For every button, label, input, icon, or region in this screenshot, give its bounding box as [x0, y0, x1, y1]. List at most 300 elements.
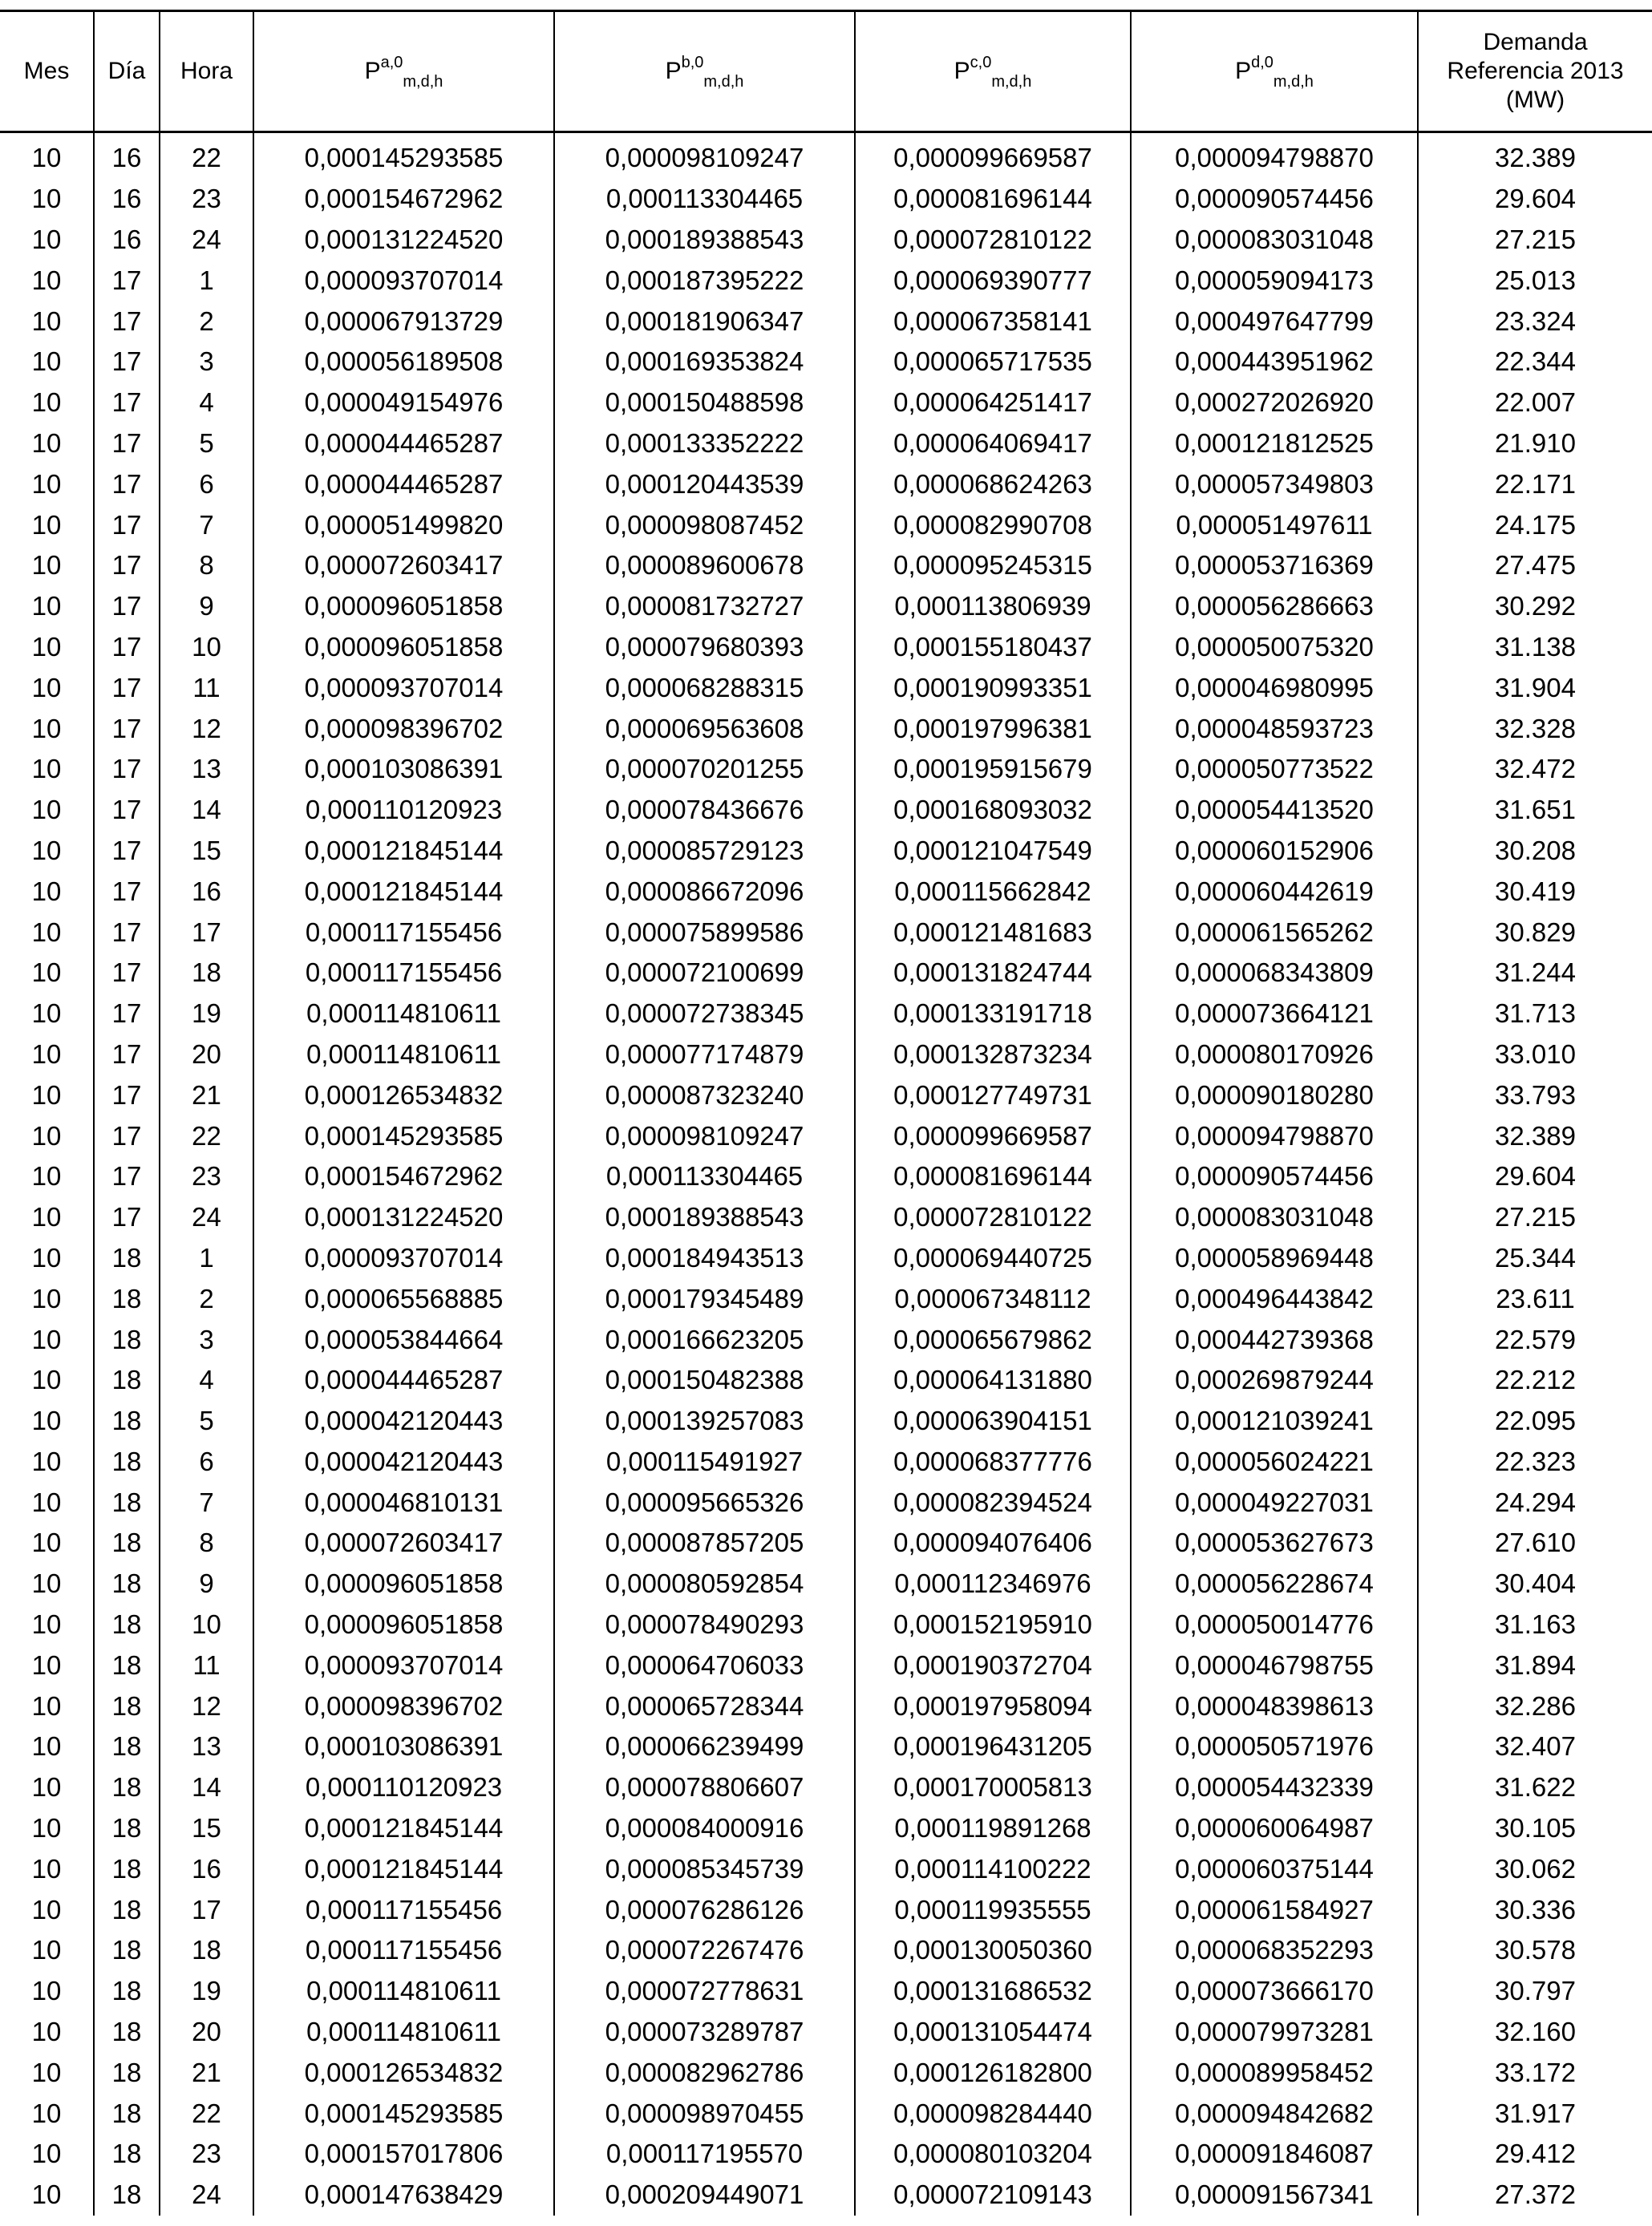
table-row: [0, 994, 1652, 1034]
cell-pa: 0,000117155456: [253, 953, 554, 994]
cell-demanda: 23.324: [1418, 301, 1652, 342]
cell-hora: 2: [160, 1278, 253, 1319]
cell-pa: 0,000110120923: [253, 790, 554, 831]
cell-demanda: 22.579: [1418, 1319, 1652, 1360]
cell-pb: 0,000184943513: [554, 1238, 855, 1279]
cell-demanda: 33.172: [1418, 2052, 1652, 2093]
cell-dia: 17: [94, 953, 160, 994]
cell-hora: 24: [160, 1197, 253, 1238]
cell-pc: 0,000155180437: [855, 627, 1131, 668]
header-pd: [1131, 11, 1418, 132]
cell-pb: 0,000117195570: [554, 2134, 855, 2175]
cell-mes: 10: [31, 1609, 62, 1640]
cell-mes: 10: [31, 387, 62, 418]
cell-pc: 0,000131686532: [855, 1971, 1131, 2012]
cell-hora: 15: [160, 831, 253, 872]
cell-hora: 6: [160, 463, 253, 504]
cell-pd: 0,000049227031: [1131, 1482, 1418, 1523]
cell-pd: 0,000061565262: [1131, 912, 1418, 953]
cell-pd: 0,000053716369: [1131, 545, 1418, 586]
cell-pc: 0,000132873234: [855, 1034, 1131, 1075]
table-row: [0, 1401, 1652, 1442]
cell-mes: 10: [31, 1976, 62, 2006]
cell-hora: 12: [160, 708, 253, 749]
cell-pd: 0,000094842682: [1131, 2093, 1418, 2134]
cell-dia: 18: [94, 1767, 160, 1808]
cell-hora: 23: [160, 1156, 253, 1197]
cell-pa: 0,000117155456: [253, 1930, 554, 1971]
cell-dia: 17: [94, 504, 160, 545]
cell-pd: 0,000051497611: [1131, 504, 1418, 545]
cell-demanda: 29.412: [1418, 2134, 1652, 2175]
cell-pa: 0,000147638429: [253, 2175, 554, 2216]
cell-demanda: 25.013: [1418, 260, 1652, 301]
table-row: [0, 463, 1652, 504]
cell-pa: 0,000121845144: [253, 871, 554, 912]
cell-hora: 5: [160, 1401, 253, 1442]
cell-pc: 0,000068624263: [855, 463, 1131, 504]
cell-pc: 0,000130050360: [855, 1930, 1131, 1971]
cell-pc: 0,000067348112: [855, 1278, 1131, 1319]
table-row: [0, 1278, 1652, 1319]
table-row: [0, 1034, 1652, 1075]
cell-hora: 19: [160, 1971, 253, 2012]
header-pa: [253, 11, 554, 132]
cell-hora: 13: [160, 749, 253, 790]
cell-mes: 10: [31, 835, 62, 865]
data-table: [0, 10, 1652, 2216]
table-row: [0, 1889, 1652, 1930]
cell-demanda: 31.163: [1418, 1605, 1652, 1645]
cell-pc: 0,000095245315: [855, 545, 1131, 586]
cell-demanda: 29.604: [1418, 1156, 1652, 1197]
table-row: [0, 132, 1652, 179]
cell-pd: 0,000060064987: [1131, 1808, 1418, 1849]
cell-pa: 0,000096051858: [253, 1564, 554, 1605]
cell-demanda: 31.244: [1418, 953, 1652, 994]
cell-dia: 17: [94, 871, 160, 912]
cell-pd: 0,000050075320: [1131, 627, 1418, 668]
cell-pb: 0,000077174879: [554, 1034, 855, 1075]
cell-demanda: 30.797: [1418, 1971, 1652, 2012]
cell-pa: 0,000110120923: [253, 1767, 554, 1808]
cell-pa: 0,000157017806: [253, 2134, 554, 2175]
cell-demanda: 33.793: [1418, 1075, 1652, 1115]
cell-hora: 3: [160, 342, 253, 382]
cell-pb: 0,000086672096: [554, 871, 855, 912]
cell-pa: 0,000131224520: [253, 1197, 554, 1238]
cell-mes: 10: [31, 1161, 62, 1192]
cell-hora: 20: [160, 2012, 253, 2053]
cell-hora: 21: [160, 2052, 253, 2093]
cell-dia: 17: [94, 1156, 160, 1197]
cell-dia: 17: [94, 749, 160, 790]
cell-pa: 0,000126534832: [253, 2052, 554, 2093]
cell-pd: 0,000073666170: [1131, 1971, 1418, 2012]
table-body: [0, 132, 1652, 2216]
cell-demanda: 32.389: [1418, 1115, 1652, 1156]
cell-hora: 22: [160, 1115, 253, 1156]
table-row: [0, 1523, 1652, 1564]
cell-pd: 0,000079973281: [1131, 2012, 1418, 2053]
cell-hora: 23: [160, 179, 253, 220]
cell-demanda: 22.095: [1418, 1401, 1652, 1442]
cell-pd: 0,000046798755: [1131, 1645, 1418, 1686]
cell-hora: 10: [160, 1605, 253, 1645]
cell-pa: 0,000121845144: [253, 1848, 554, 1889]
cell-hora: 1: [160, 1238, 253, 1279]
cell-pb: 0,000075899586: [554, 912, 855, 953]
cell-pa: 0,000065568885: [253, 1278, 554, 1319]
cell-mes: 10: [31, 591, 62, 621]
header-pa-base: P: [364, 58, 381, 84]
cell-mes: 10: [31, 1487, 62, 1517]
cell-hora: 7: [160, 1482, 253, 1523]
table-row: [0, 1156, 1652, 1197]
cell-hora: 8: [160, 545, 253, 586]
cell-dia: 18: [94, 1238, 160, 1279]
cell-dia: 18: [94, 1523, 160, 1564]
cell-pd: 0,000269879244: [1131, 1360, 1418, 1401]
cell-pd: 0,000090180280: [1131, 1075, 1418, 1115]
header-pb-base: P: [665, 58, 682, 84]
cell-pc: 0,000064069417: [855, 423, 1131, 464]
table-row: [0, 953, 1652, 994]
cell-pd: 0,000048398613: [1131, 1686, 1418, 1726]
cell-dia: 17: [94, 1115, 160, 1156]
table-row: [0, 667, 1652, 708]
cell-pc: 0,000098284440: [855, 2093, 1131, 2134]
table-row: [0, 301, 1652, 342]
cell-mes: 10: [31, 1038, 62, 1069]
header-pd-base: P: [1235, 58, 1252, 84]
cell-mes: 10: [31, 265, 62, 295]
cell-pb: 0,000073289787: [554, 2012, 855, 2053]
cell-mes: 10: [31, 143, 62, 173]
cell-demanda: 31.904: [1418, 667, 1652, 708]
cell-pb: 0,000150488598: [554, 382, 855, 423]
cell-pc: 0,000065679862: [855, 1319, 1131, 1360]
cell-pc: 0,000119935555: [855, 1889, 1131, 1930]
table-row: [0, 2175, 1652, 2216]
table-row: [0, 627, 1652, 668]
cell-hora: 4: [160, 1360, 253, 1401]
header-pb: [554, 11, 855, 132]
cell-pc: 0,000195915679: [855, 749, 1131, 790]
cell-pa: 0,000042120443: [253, 1401, 554, 1442]
cell-pc: 0,000082394524: [855, 1482, 1131, 1523]
cell-demanda: 23.611: [1418, 1278, 1652, 1319]
cell-pa: 0,000096051858: [253, 586, 554, 627]
cell-hora: 10: [160, 627, 253, 668]
cell-pb: 0,000078490293: [554, 1605, 855, 1645]
cell-mes: 10: [31, 306, 62, 336]
cell-demanda: 31.713: [1418, 994, 1652, 1034]
cell-pc: 0,000069440725: [855, 1238, 1131, 1279]
cell-pc: 0,000072810122: [855, 1197, 1131, 1238]
cell-pd: 0,000496443842: [1131, 1278, 1418, 1319]
cell-pc: 0,000099669587: [855, 1115, 1131, 1156]
cell-dia: 17: [94, 708, 160, 749]
cell-dia: 18: [94, 1848, 160, 1889]
cell-hora: 3: [160, 1319, 253, 1360]
cell-hora: 23: [160, 2134, 253, 2175]
cell-mes: 10: [31, 224, 62, 254]
cell-pb: 0,000066239499: [554, 1726, 855, 1767]
cell-pc: 0,000115662842: [855, 871, 1131, 912]
cell-pa: 0,000049154976: [253, 382, 554, 423]
table-row: [0, 1930, 1652, 1971]
header-mes: Mes: [0, 11, 94, 132]
cell-hora: 2: [160, 301, 253, 342]
cell-pb: 0,000209449071: [554, 2175, 855, 2216]
cell-pd: 0,000090574456: [1131, 179, 1418, 220]
cell-mes: 10: [31, 1202, 62, 1232]
cell-pb: 0,000064706033: [554, 1645, 855, 1686]
cell-dia: 17: [94, 994, 160, 1034]
cell-mes: 10: [31, 1813, 62, 1844]
cell-pa: 0,000072603417: [253, 1523, 554, 1564]
header-pb-sub: m,d,h: [703, 73, 744, 91]
cell-hora: 14: [160, 1767, 253, 1808]
table-row: [0, 2012, 1652, 2053]
cell-demanda: 31.894: [1418, 1645, 1652, 1686]
table-row: [0, 1726, 1652, 1767]
cell-hora: 15: [160, 1808, 253, 1849]
cell-pd: 0,000056024221: [1131, 1442, 1418, 1483]
table-row: [0, 1605, 1652, 1645]
cell-mes: 10: [31, 1649, 62, 1680]
cell-demanda: 32.328: [1418, 708, 1652, 749]
cell-demanda: 32.407: [1418, 1726, 1652, 1767]
cell-mes: 10: [31, 184, 62, 214]
cell-hora: 24: [160, 2175, 253, 2216]
header-pc: [855, 11, 1131, 132]
cell-demanda: 27.372: [1418, 2175, 1652, 2216]
cell-mes: 10: [31, 1528, 62, 1558]
cell-demanda: 29.604: [1418, 179, 1652, 220]
cell-pb: 0,000098087452: [554, 504, 855, 545]
cell-mes: 10: [31, 1731, 62, 1762]
cell-demanda: 21.910: [1418, 423, 1652, 464]
cell-pc: 0,000127749731: [855, 1075, 1131, 1115]
table-row: [0, 220, 1652, 261]
table-row: [0, 1360, 1652, 1401]
cell-pa: 0,000121845144: [253, 831, 554, 872]
cell-pc: 0,000069390777: [855, 260, 1131, 301]
cell-hora: 12: [160, 1686, 253, 1726]
cell-dia: 18: [94, 2175, 160, 2216]
table-row: [0, 1115, 1652, 1156]
cell-pd: 0,000053627673: [1131, 1523, 1418, 1564]
cell-pa: 0,000072603417: [253, 545, 554, 586]
cell-pc: 0,000067358141: [855, 301, 1131, 342]
cell-pb: 0,000082962786: [554, 2052, 855, 2093]
cell-mes: 10: [31, 1324, 62, 1354]
cell-pc: 0,000121047549: [855, 831, 1131, 872]
cell-demanda: 27.610: [1418, 1523, 1652, 1564]
cell-demanda: 22.344: [1418, 342, 1652, 382]
cell-hora: 21: [160, 1075, 253, 1115]
cell-pb: 0,000098970455: [554, 2093, 855, 2134]
cell-demanda: 24.294: [1418, 1482, 1652, 1523]
header-pa-sup: a,0: [380, 54, 403, 71]
cell-hora: 9: [160, 1564, 253, 1605]
cell-hora: 18: [160, 953, 253, 994]
cell-pa: 0,000103086391: [253, 1726, 554, 1767]
table-header-row: [0, 11, 1652, 132]
cell-demanda: 31.651: [1418, 790, 1652, 831]
cell-demanda: 27.215: [1418, 1197, 1652, 1238]
cell-pb: 0,000072267476: [554, 1930, 855, 1971]
cell-pd: 0,000060152906: [1131, 831, 1418, 872]
table-row: [0, 1645, 1652, 1686]
header-demanda-line2: Referencia 2013: [1447, 58, 1624, 84]
cell-pd: 0,000083031048: [1131, 1197, 1418, 1238]
cell-dia: 18: [94, 1482, 160, 1523]
table-row: [0, 545, 1652, 586]
cell-mes: 10: [31, 672, 62, 702]
cell-mes: 10: [31, 2179, 62, 2210]
cell-pd: 0,000121812525: [1131, 423, 1418, 464]
cell-pc: 0,000112346976: [855, 1564, 1131, 1605]
cell-pb: 0,000169353824: [554, 342, 855, 382]
header-demanda-line1: Demanda: [1483, 29, 1588, 55]
cell-pd: 0,000060375144: [1131, 1848, 1418, 1889]
cell-hora: 24: [160, 220, 253, 261]
cell-dia: 18: [94, 1889, 160, 1930]
cell-pc: 0,000190372704: [855, 1645, 1131, 1686]
cell-mes: 10: [31, 1120, 62, 1151]
cell-dia: 16: [94, 179, 160, 220]
table-row: [0, 749, 1652, 790]
table-row: [0, 708, 1652, 749]
header-pc-base: P: [954, 58, 970, 84]
cell-dia: 18: [94, 1808, 160, 1849]
cell-mes: 10: [31, 550, 62, 581]
cell-hora: 8: [160, 1523, 253, 1564]
cell-pd: 0,000442739368: [1131, 1319, 1418, 1360]
cell-pd: 0,000054432339: [1131, 1767, 1418, 1808]
table-row: [0, 1767, 1652, 1808]
cell-pb: 0,000139257083: [554, 1401, 855, 1442]
cell-demanda: 22.323: [1418, 1442, 1652, 1483]
cell-dia: 17: [94, 301, 160, 342]
table-row: [0, 1238, 1652, 1279]
table-row: [0, 831, 1652, 872]
cell-demanda: 33.010: [1418, 1034, 1652, 1075]
cell-pa: 0,000093707014: [253, 667, 554, 708]
cell-pd: 0,000059094173: [1131, 260, 1418, 301]
header-pb-sup: b,0: [681, 54, 704, 71]
cell-mes: 10: [31, 1365, 62, 1395]
cell-pd: 0,000056228674: [1131, 1564, 1418, 1605]
cell-pd: 0,000094798870: [1131, 132, 1418, 179]
header-hora: Hora: [160, 11, 253, 132]
cell-pb: 0,000084000916: [554, 1808, 855, 1849]
table-row: [0, 1482, 1652, 1523]
cell-demanda: 22.007: [1418, 382, 1652, 423]
cell-pc: 0,000152195910: [855, 1605, 1131, 1645]
cell-pa: 0,000145293585: [253, 132, 554, 179]
cell-dia: 17: [94, 463, 160, 504]
cell-pb: 0,000072738345: [554, 994, 855, 1034]
cell-pd: 0,000091567341: [1131, 2175, 1418, 2216]
cell-pb: 0,000085729123: [554, 831, 855, 872]
cell-pa: 0,000103086391: [253, 749, 554, 790]
cell-hora: 5: [160, 423, 253, 464]
cell-pc: 0,000064131880: [855, 1360, 1131, 1401]
cell-mes: 10: [31, 754, 62, 784]
cell-pb: 0,000072778631: [554, 1971, 855, 2012]
cell-hora: 20: [160, 1034, 253, 1075]
table-row: [0, 2093, 1652, 2134]
cell-mes: 10: [31, 998, 62, 1029]
cell-pa: 0,000121845144: [253, 1808, 554, 1849]
cell-dia: 18: [94, 2012, 160, 2053]
cell-mes: 10: [31, 713, 62, 743]
cell-pb: 0,000166623205: [554, 1319, 855, 1360]
cell-pd: 0,000073664121: [1131, 994, 1418, 1034]
cell-pa: 0,000044465287: [253, 1360, 554, 1401]
cell-pa: 0,000098396702: [253, 1686, 554, 1726]
cell-hora: 11: [160, 1645, 253, 1686]
cell-hora: 17: [160, 1889, 253, 1930]
cell-mes: 10: [31, 631, 62, 662]
table-row: [0, 260, 1652, 301]
cell-pd: 0,000060442619: [1131, 871, 1418, 912]
cell-pb: 0,000179345489: [554, 1278, 855, 1319]
cell-pb: 0,000095665326: [554, 1482, 855, 1523]
cell-pb: 0,000070201255: [554, 749, 855, 790]
cell-dia: 18: [94, 1686, 160, 1726]
cell-pc: 0,000099669587: [855, 132, 1131, 179]
cell-hora: 22: [160, 2093, 253, 2134]
cell-dia: 17: [94, 831, 160, 872]
cell-dia: 17: [94, 423, 160, 464]
cell-pb: 0,000187395222: [554, 260, 855, 301]
cell-pa: 0,000098396702: [253, 708, 554, 749]
cell-dia: 18: [94, 1319, 160, 1360]
cell-dia: 16: [94, 220, 160, 261]
cell-pc: 0,000065717535: [855, 342, 1131, 382]
cell-pc: 0,000119891268: [855, 1808, 1131, 1849]
cell-pa: 0,000093707014: [253, 1645, 554, 1686]
cell-demanda: 27.475: [1418, 545, 1652, 586]
cell-pa: 0,000046810131: [253, 1482, 554, 1523]
cell-mes: 10: [31, 1772, 62, 1803]
header-demanda: [1418, 11, 1652, 132]
cell-dia: 17: [94, 627, 160, 668]
cell-mes: 10: [31, 1406, 62, 1436]
cell-dia: 18: [94, 1360, 160, 1401]
cell-hora: 13: [160, 1726, 253, 1767]
cell-hora: 19: [160, 994, 253, 1034]
cell-demanda: 25.344: [1418, 1238, 1652, 1279]
cell-dia: 18: [94, 2093, 160, 2134]
cell-pd: 0,000497647799: [1131, 301, 1418, 342]
cell-pa: 0,000154672962: [253, 179, 554, 220]
cell-dia: 17: [94, 586, 160, 627]
cell-hora: 6: [160, 1442, 253, 1483]
cell-pa: 0,000093707014: [253, 260, 554, 301]
cell-demanda: 30.105: [1418, 1808, 1652, 1849]
cell-dia: 17: [94, 545, 160, 586]
cell-dia: 18: [94, 1278, 160, 1319]
header-pc-sup: c,0: [970, 54, 992, 71]
cell-hora: 22: [160, 132, 253, 179]
cell-pa: 0,000096051858: [253, 627, 554, 668]
